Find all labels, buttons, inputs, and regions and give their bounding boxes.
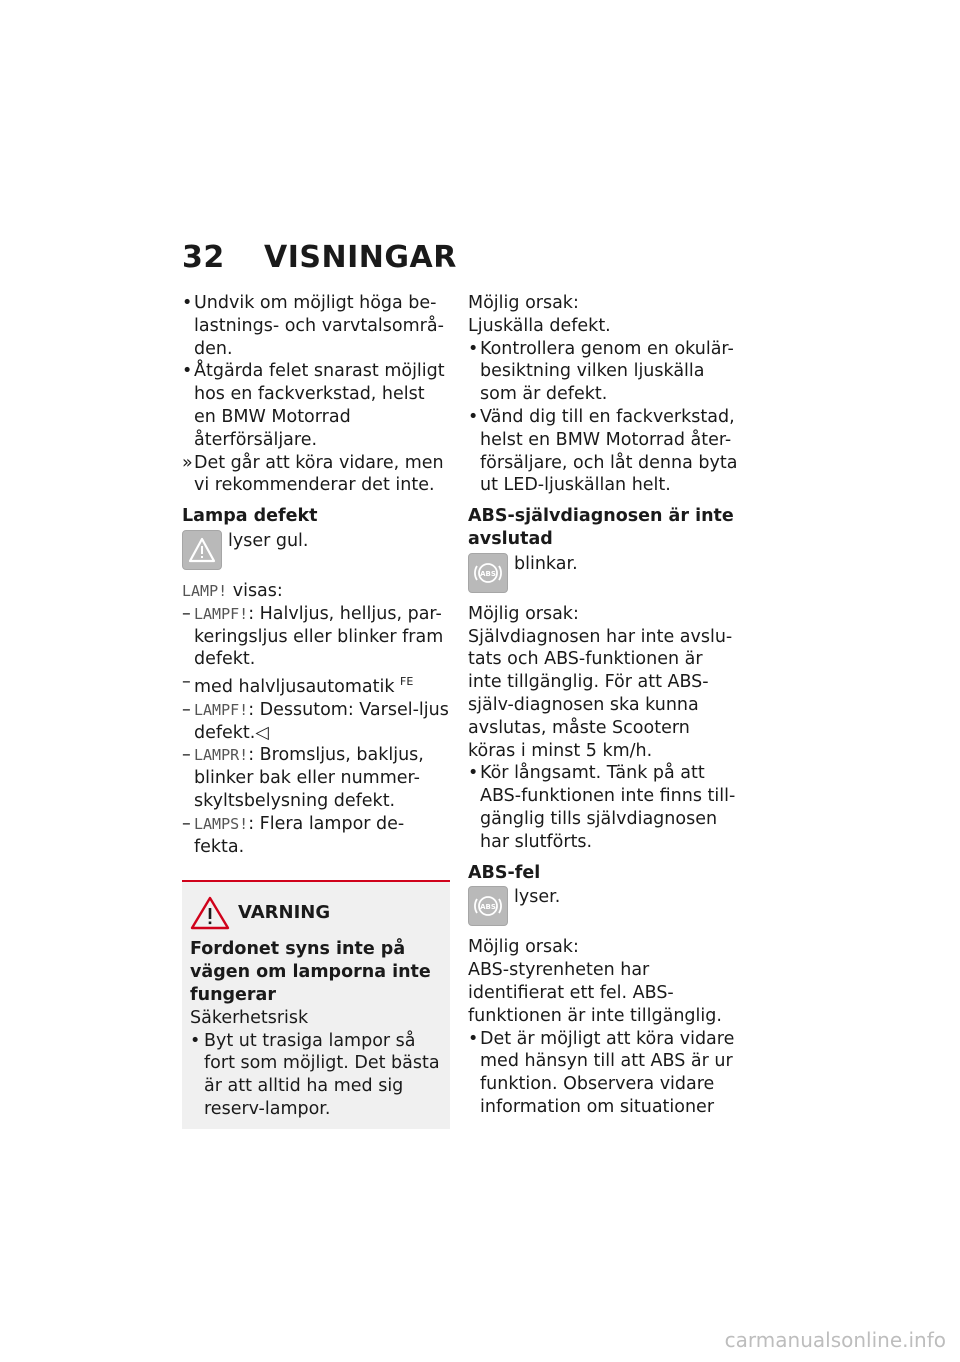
result-item: » Det går att köra vidare, men vi rekommenderar det inte.: [182, 452, 444, 496]
cause-text: Ljuskälla defekt.: [468, 315, 611, 336]
dash-item-text: : Flera lampor de-fekta.: [194, 813, 405, 857]
cause-label: Möjlig orsak:: [468, 603, 579, 624]
superscript-fe: FE: [400, 675, 414, 689]
list-item-text: Vänd dig till en fackverkstad, helst en BMW Motorrad åter-försäljare, och låt denna byta ut LED-ljuskällan helt.: [480, 406, 738, 496]
cause-label: Möjlig orsak:: [468, 937, 579, 958]
list-item-text: Kör långsamt. Tänk på att ABS-funktionen inte finns till-gänglig tills självdiagnosen har slutförts.: [480, 763, 736, 852]
lamp-state: lyser gul.: [228, 530, 309, 551]
warning-label: VARNING: [238, 901, 331, 923]
warning-box: [182, 880, 450, 1128]
list-item-text: Åtgärda felet snarast möjligt hos en fackverkstad, helst en BMW Motorrad återförsäljare.: [194, 361, 445, 450]
abs-error-indicator-row: [468, 886, 740, 926]
display-code: LAMPF!: [194, 700, 249, 719]
dash-item: – LAMPR!: Bromsljus, bakljus, blinker bak eller nummer-skyltsbelysning defekt.: [182, 745, 424, 811]
abs-indicator-row: [468, 553, 740, 593]
page-header: [182, 240, 457, 275]
abs-icon-label: ABS: [480, 569, 496, 578]
list-item: • Det är möjligt att köra vidare med hänsyn till att ABS är ur funktion. Observera vidare information om situationer: [468, 1028, 735, 1117]
abs-fel-text: ABS-styrenheten har identifierat ett fel. ABS-funktionen är inte tillgänglig.: [468, 960, 722, 1026]
list-item: • Byt ut trasiga lampor så fort som möjligt. Det bästa är att alltid ha med sig reserv-lampor.: [190, 1030, 440, 1119]
abs-icon: [468, 886, 508, 926]
abs-fel-state: lyser.: [514, 887, 561, 908]
dash-item: – LAMPF!: Halvljus, helljus, par-keringsljus eller blinker fram defekt.: [182, 603, 444, 670]
dash-item-text: : Bromsljus, bakljus, blinker bak eller nummer-skyltsbelysning defekt.: [194, 745, 424, 811]
dash-item-text: : Halvljus, helljus, par-keringsljus eller blinker fram defekt.: [194, 603, 444, 670]
display-code: LAMP!: [182, 581, 228, 600]
list-item: • Vänd dig till en fackverkstad, helst en BMW Motorrad åter-försäljare, och låt denna byta ut LED-ljuskällan helt.: [468, 406, 738, 496]
list-item: • Kontrollera genom en okulär-besiktning vilken ljuskälla som är defekt.: [468, 338, 734, 405]
section-heading-abs-diagnosis: ABS-självdiagnosen är inte avslutad: [468, 506, 734, 549]
list-item: • Kör långsamt. Tänk på att ABS-funktionen inte finns till-gänglig tills självdiagnosen har slutförts.: [468, 763, 736, 852]
display-code: LAMPR!: [194, 746, 249, 765]
warning-title: [190, 896, 442, 930]
page-number: 32: [182, 240, 225, 275]
dash-item: – LAMPF!: Dessutom: Varsel-ljus defekt.◁: [182, 699, 449, 743]
dash-item: – LAMPS!: Flera lampor de-fekta.: [182, 813, 405, 857]
abs-diag-state: blinkar.: [514, 553, 578, 574]
warning-risk: Säkerhetsrisk: [190, 1007, 309, 1028]
left-column: [182, 292, 450, 1129]
lamp-indicator-row: [182, 530, 450, 570]
list-item: • Åtgärda felet snarast möjligt hos en fackverkstad, helst en BMW Motorrad återförsäljare.: [182, 361, 445, 450]
list-item-text: Kontrollera genom en okulär-besiktning vilken ljuskälla som är defekt.: [480, 338, 734, 405]
right-column: [468, 292, 740, 1119]
display-message-line: [182, 580, 450, 603]
list-item-text: Undvik om möjligt höga be-lastnings- och varvtalsområ-den.: [194, 293, 444, 359]
display-code: LAMPS!: [194, 814, 249, 833]
warning-triangle-icon: [182, 530, 222, 570]
page-title: VISNINGAR: [264, 240, 457, 275]
section-heading-abs-error: ABS-fel: [468, 862, 541, 883]
cause-label: Möjlig orsak:: [468, 293, 579, 313]
result-text: Det går att köra vidare, men vi rekommenderar det inte.: [194, 452, 444, 496]
list-item: • Undvik om möjligt höga be-lastnings- och varvtalsområ-den.: [182, 293, 444, 359]
display-code: LAMPF!: [194, 604, 249, 623]
abs-icon: [468, 553, 508, 593]
list-item-text: Byt ut trasiga lampor så fort som möjligt. Det bästa är att alltid ha med sig reserv-lampor.: [204, 1030, 440, 1119]
list-item-text: Det är möjligt att köra vidare med hänsyn till att ABS är ur funktion. Observera vidare information om situationer: [480, 1028, 735, 1117]
abs-diag-text: Självdiagnosen har inte avslu-tats och ABS-funktionen är inte tillgänglig. För att ABS-själv-diagnosen ska kunna avslutas, måste Scootern köras i minst 5 km/h.: [468, 626, 733, 761]
dash-item-text: med halvljusautomatik: [194, 676, 395, 697]
warning-statement: Fordonet syns inte på vägen om lamporna inte fungerar: [190, 939, 431, 1005]
warning-triangle-icon: [190, 896, 230, 930]
dash-item: – med halvljusautomatik $^{FE}$: [182, 672, 414, 697]
abs-icon-label: ABS: [480, 903, 496, 912]
display-visas: visas:: [227, 580, 283, 601]
watermark: carmanualsonline.info: [724, 1328, 946, 1352]
dash-item-text: : Dessutom: Varsel-ljus defekt.◁: [194, 699, 449, 743]
section-heading-lamp: Lampa defekt: [182, 506, 318, 527]
